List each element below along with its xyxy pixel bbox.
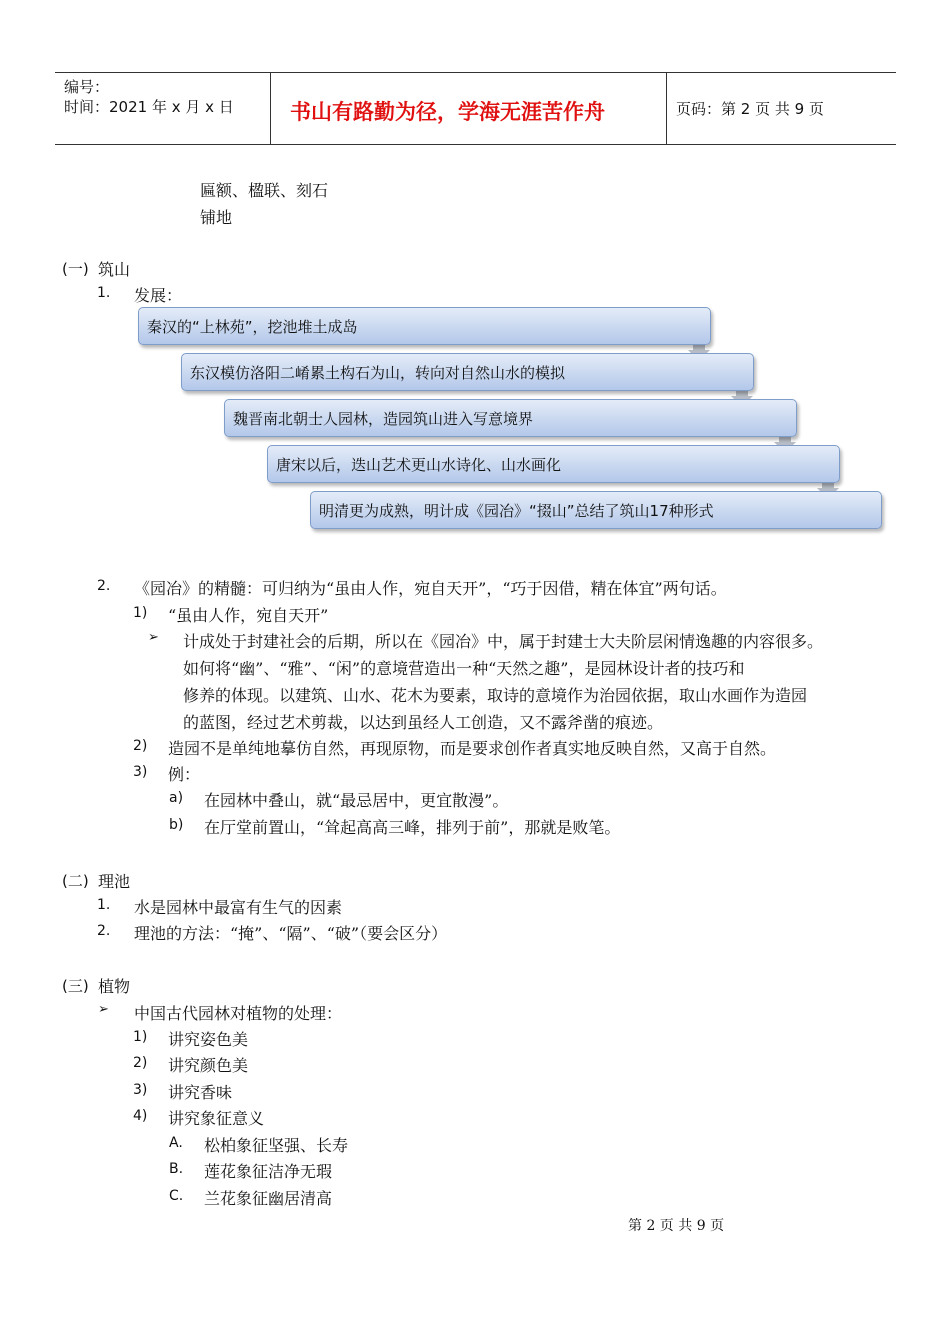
intro-line-2: 铺地 <box>200 208 233 227</box>
section3-item4-text: 讲究象征意义 <box>168 1109 265 1128</box>
section2-item2-text: 理池的方法：“掩”、“隔”、“破”（要会区分） <box>134 924 448 943</box>
flow-step-3: 魏晋南北朝士人园林，造园筑山进入写意境界 <box>224 399 797 437</box>
section1-sub2-num: 2) <box>133 738 148 754</box>
footer-page-number: 第 2 页 共 9 页 <box>628 1218 725 1234</box>
header-divider-right <box>666 72 667 145</box>
section3-item1-text: 讲究姿色美 <box>168 1030 249 1049</box>
header-top-rule <box>55 72 896 73</box>
header-id-label: 编号： <box>64 78 110 96</box>
section1-marker: (一) <box>62 260 89 278</box>
flow-step-5: 明清更为成熟，明计成《园冶》“掇山”总结了筑山17种形式 <box>310 491 882 529</box>
bullet-arrow-icon: ➢ <box>148 630 159 645</box>
section3-item1-num: 1) <box>133 1029 148 1045</box>
sub1-paragraph-line-3: 修养的体现。以建筑、山水、花木为要素，取诗的意境作为治园依据，取山水画作为造园 <box>183 686 808 705</box>
section3-lead: 中国古代园林对植物的处理： <box>134 1004 343 1023</box>
flow-step-1: 秦汉的“上林苑”，挖池堆土成岛 <box>138 307 711 345</box>
section1-title: 筑山 <box>98 260 131 279</box>
section3-marker: (三) <box>62 977 89 995</box>
section3-item3-num: 3) <box>133 1082 148 1098</box>
section2-item2-num: 2. <box>97 923 111 939</box>
sub1-paragraph-line-2: 如何将“幽”、“雅”、“闲”的意境营造出一种“天然之趣”，是园林设计者的技巧和 <box>183 659 745 678</box>
section3-symbol-c-text: 兰花象征幽居清高 <box>204 1189 333 1208</box>
intro-line-1: 匾额、楹联、刻石 <box>200 181 329 200</box>
section1-sub3a-num: a) <box>169 790 184 806</box>
section1-item2-text: 《园冶》的精髓：可归纳为“虽由人作，宛自天开”，“巧于因借，精在体宜”两句话。 <box>134 579 727 598</box>
section3-item4-num: 4) <box>133 1108 148 1124</box>
section1-item1-num: 1. <box>97 285 111 301</box>
section2-item1-text: 水是园林中最富有生气的因素 <box>134 898 343 917</box>
flow-step-4: 唐宋以后，迭山艺术更山水诗化、山水画化 <box>267 445 840 483</box>
section3-symbol-a-num: A. <box>169 1135 183 1151</box>
header-time-label: 时间：2021 年 x 月 x 日 <box>64 98 234 116</box>
section1-sub3b-num: b) <box>169 817 184 833</box>
section1-sub3-num: 3) <box>133 764 148 780</box>
section3-symbol-b-num: B. <box>169 1161 184 1177</box>
section3-item3-text: 讲究香味 <box>168 1083 233 1102</box>
section3-title: 植物 <box>98 977 131 996</box>
section2-title: 理池 <box>98 872 131 891</box>
section1-sub3a-text: 在园林中叠山，就“最忌居中，更宜散漫”。 <box>204 791 509 810</box>
section3-item2-text: 讲究颜色美 <box>168 1056 249 1075</box>
header-bottom-rule <box>55 144 896 145</box>
section1-item1-text: 发展： <box>134 286 183 305</box>
section1-sub3-text: 例： <box>168 765 201 784</box>
section1-sub3b-text: 在厅堂前置山，“耸起高高三峰，排列于前”，那就是败笔。 <box>204 818 621 837</box>
sub1-paragraph-line-4: 的蓝图，经过艺术剪裁，以达到虽经人工创造，又不露斧凿的痕迹。 <box>183 713 664 732</box>
section1-sub1-text: “虽由人作，宛自天开” <box>168 606 329 625</box>
section3-item2-num: 2) <box>133 1055 148 1071</box>
flow-step-2: 东汉模仿洛阳二崤累土构石为山，转向对自然山水的模拟 <box>181 353 754 391</box>
section3-symbol-c-num: C. <box>169 1188 184 1204</box>
section3-symbol-a-text: 松柏象征坚强、长寿 <box>204 1136 349 1155</box>
section2-marker: (二) <box>62 872 89 890</box>
header-divider-left <box>270 72 271 145</box>
bullet-arrow-icon: ➢ <box>98 1002 109 1017</box>
section1-item2-num: 2. <box>97 578 111 594</box>
section1-sub2-text: 造园不是单纯地摹仿自然，再现原物，而是要求创作者真实地反映自然，又高于自然。 <box>168 739 777 758</box>
section3-symbol-b-text: 莲花象征洁净无瑕 <box>204 1162 333 1181</box>
section2-item1-num: 1. <box>97 897 111 913</box>
section1-sub1-num: 1) <box>133 605 148 621</box>
header-page-label: 页码：第 2 页 共 9 页 <box>676 100 824 118</box>
header-motto: 书山有路勤为径，学海无涯苦作舟 <box>290 100 605 124</box>
sub1-paragraph-line-1: 计成处于封建社会的后期，所以在《园冶》中，属于封建士大夫阶层闲情逸趣的内容很多。 <box>183 632 824 651</box>
